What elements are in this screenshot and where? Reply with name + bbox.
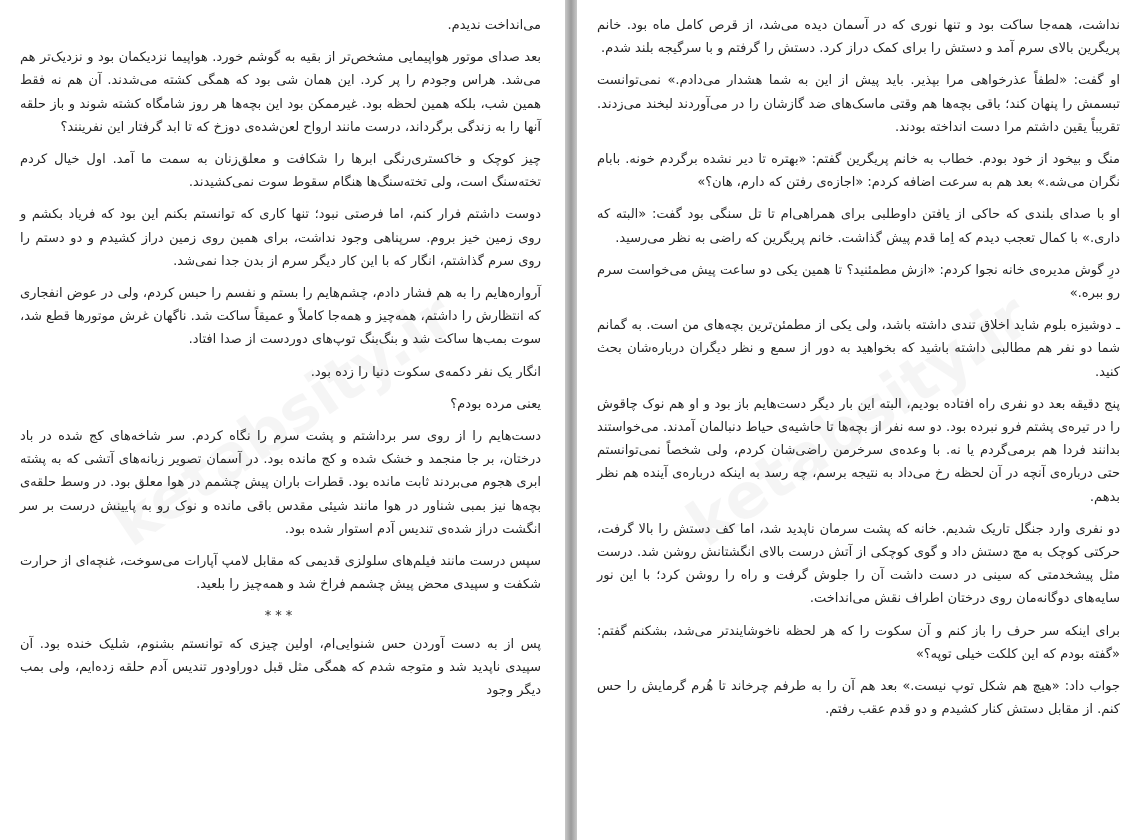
paragraph: منگ و بیخود از خود بودم. خطاب به خانم پریگرین گفتم: «بهتره تا دیر نشده برگردم خونه. بابام نگران می‌شه.» بعد هم به سرعت اضافه کردم: «اجازه‌ی رفتن که دارم، هان؟» (597, 152, 1120, 191)
paragraph: می‌انداخت ندیدم. (447, 18, 541, 33)
page-gutter (565, 0, 577, 840)
left-page (0, 0, 565, 840)
paragraph: پس از به دست آوردن حس شنوایی‌ام، اولین چیزی که توانستم بشنوم، شلیک خنده بود. آن سپیدی ناپدید شد و متوجه شدم که همگی مثل قبل دوراودور تندیس آدم حلقه زده‌ایم، ولی بمب دیگر وجود (20, 636, 541, 699)
left-page-text (20, 14, 541, 702)
paragraph: پنج دقیقه بعد دو نفری راه افتاده بودیم، البته این بار دیگر دست‌هایم باز بود و او هم نوک چاقوش را در تیره‌ی پشتم فرو نبرده بود. دو سه نفر از بچه‌ها تا حاشیه‌ی حیاط دنبالمان آمدند. می‌خواستند بدانند فردا هم برمی‌گردم یا نه. با وعده‌ی سرخرمن راضی‌شان کردم، ولی شخصاً نمی‌توانستم حتی درباره‌ی آنچه در آن لحظه رخ می‌داد به نتیجه برسم، چه رسد به اینکه درباره‌ی آینده هم نظر بدهم. (597, 396, 1120, 505)
paragraph: جواب داد: «هیچ هم شکل توپ نیست.» بعد هم آن را به طرفم چرخاند تا هُرم گرمایش را حس کنم. از مقابل دستش کنار کشیدم و دو قدم عقب رفتم. (597, 679, 1120, 718)
paragraph: آرواره‌هایم را به هم فشار دادم، چشم‌هایم را بستم و نفسم را حبس کردم، ولی در عوض انفجاری که انتظارش را داشتم، همه‌چیز و همه‌جا کاملاً و عمیقاً ساکت شد. ناگهان غرش موتورها قطع شد، سوت بمب‌ها ساکت شد و بنگ‌بنگ توپ‌های دوردست از صدا افتاد. (20, 286, 541, 348)
section-separator: *** (264, 609, 297, 625)
paragraph: دوست داشتم فرار کنم، اما فرصتی نبود؛ تنها کاری که توانستم بکنم این بود که فریاد بکشم و روی زمین خیز بروم. سرپناهی وجود نداشت، برای همین روی زمین دراز کشیدم و دو دستم را روی سرم گذاشتم، انگار که با این کار دیگر سرم از بدن جدا نمی‌شد. (20, 207, 541, 269)
paragraph: برای اینکه سر حرف را باز کنم و آن سکوت را که هر لحظه ناخوشایندتر می‌شد، بشکنم گفتم: «گفته بودم که این کلکت خیلی توپه؟» (597, 623, 1120, 662)
paragraph: سپس درست مانند فیلم‌های سلولزی قدیمی که مقابل لامپ آپارات می‌سوخت، غنچه‌ای از حرارت شکفت و سپیدی محض پیش چشمم فراخ شد و همه‌چیز را بلعید. (20, 554, 541, 593)
paragraph: درِ گوش مدیره‌ی خانه نجوا کردم: «ازش مطمئنید؟ تا همین یکی دو ساعت پیش می‌خواست سرم رو ببره.» (597, 262, 1120, 302)
paragraph: انگار یک نفر دکمه‌ی سکوت دنیا را زده بود. (310, 364, 541, 380)
paragraph: یعنی مرده بودم؟ (450, 396, 541, 412)
paragraph: دو نفری وارد جنگل تاریک شدیم. خانه که پشت سرمان ناپدید شد، اما کف دستش را بالا گرفت، حرکتی کوچک به مچ دستش داد و گوی کوچکی از آتش درست بالای انگشتانش روشن شد. درست مثل پیشخدمتی که سینی در دست داشت آن را جلوش گرفت و راه را روشن کرد؛ با این نور سایه‌های دوگانه‌مان روی درختان اطراف نقش می‌انداخت. (597, 521, 1120, 607)
paragraph: او گفت: «لطفاً عذرخواهی مرا بپذیر. باید پیش از این به شما هشدار می‌دادم.» نمی‌توانست تبسمش را پنهان کند؛ باقی بچه‌ها هم وقتی ماسک‌های ضد گازشان را در می‌آوردند لبخند می‌زدند. تقریباً یقین داشتم مرا دست انداخته بودند. (597, 73, 1120, 135)
paragraph: دست‌هایم را از روی سر برداشتم و پشت سرم را نگاه کردم. سر شاخه‌های کج شده در باد درختان، بر جا منجمد و خشک شده و کج مانده بود. در آسمان تصویر زبانه‌های آتشی که به پشته ابری هجوم می‌بردند ثابت مانده بود. قطرات باران پیش چشمم در هوا معلق بود. در وسط حلقه‌ی بچه‌ها نیز بمبی شناور در هوا مانند شیئی مقدس باقی مانده و نوک رو به پایینش درست بر سر انگشت دراز شده‌ی تندیس آدم استوار شده بود. (20, 429, 541, 537)
right-page (577, 0, 1138, 840)
paragraph: نداشت، همه‌جا ساکت بود و تنها نوری که در آسمان دیده می‌شد، از قرص کامل ماه بود. خانم پریگرین بالای سرم آمد و دستش را برای کمک دراز کرد. دستش را گرفتم و با سرگیجه بلند شدم. (597, 18, 1120, 57)
paragraph: چیز کوچک و خاکستری‌رنگی ابرها را شکافت و معلق‌زنان به سمت ما آمد. اول خیال کردم تخته‌سنگ است، ولی تخته‌سنگ‌ها هنگام سقوط سوت نمی‌کشیدند. (20, 152, 541, 191)
paragraph: او با صدای بلندی که حاکی از یافتن داوطلبی برای همراهی‌ام تا تل سنگی بود گفت: «البته که داری.» با کمال تعجب دیدم که اِما قدم پیش گذاشت. خانم پریگرین که راضی به نظر می‌رسید. (597, 207, 1120, 246)
right-page-text (597, 14, 1120, 721)
paragraph: بعد صدای موتور هواپیمایی مشخص‌تر از بقیه به گوشم خورد. هواپیما نزدیکمان بود و نزدیک‌تر هم می‌شد. هراس وجودم را پر کرد. این همان شی بود که همگی کشته می‌شدند. آن هم نه فقط همین شب، بلکه همین لحظه بود. غیرممکن بود این بچه‌ها هر روز شامگاه کشته شوند و باز حلقه آنها را به زندگی برگرداند، درست مانند ارواح لعن‌شده‌ی دوزخ که تا ابد گرفتار این نفرینند؟ (20, 50, 541, 135)
paragraph: ـ دوشیزه بلوم شاید اخلاق تندی داشته باشد، ولی یکی از مطمئن‌ترین بچه‌های من است. به گمانم شما دو نفر هم مطالبی داشته باشید که بخواهید به دور از سمع و نظر دیگران درباره‌شان بحث کنید. (597, 318, 1120, 380)
